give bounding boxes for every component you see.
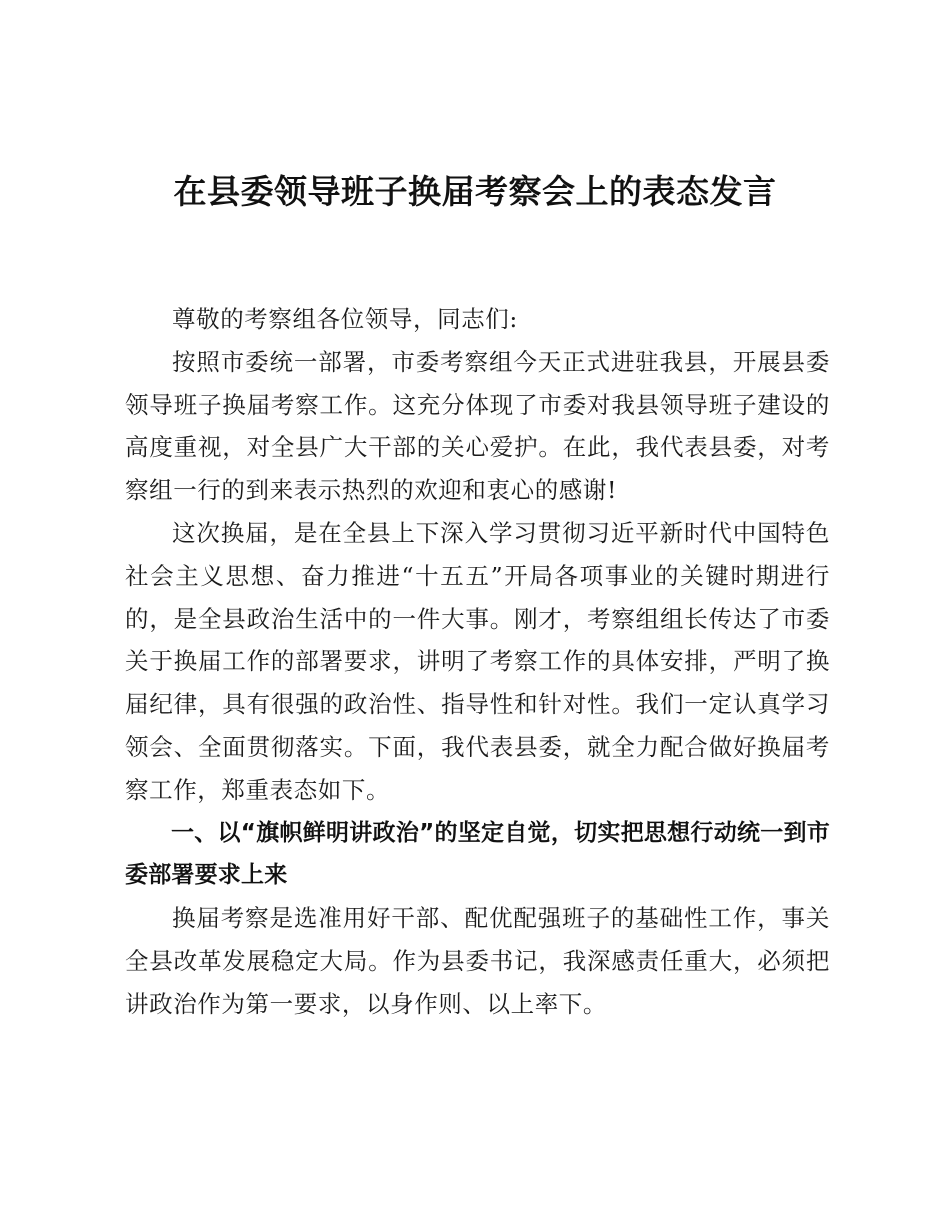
document-body xyxy=(125,298,830,1026)
section-heading-1: 一、以“旗帜鲜明讲政治”的坚定自觉，切实把思想行动统一到市委部署要求上来 xyxy=(125,819,830,889)
body-paragraph-1: 按照市委统一部署，市委考察组今天正式进驻我县，开展县委领导班子换届考察工作。这充分体现了市委对我县领导班子建设的高度重视，对全县广大干部的关心爱护。在此，我代表县委，对考察组一行的到来表示热烈的欢迎和衷心的感谢! xyxy=(125,347,830,505)
body-paragraph-2: 这次换届，是在全县上下深入学习贯彻习近平新时代中国特色社会主义思想、奋力推进“十五五”开局各项事业的关键时期进行的，是全县政治生活中的一件大事。刚才，考察组组长传达了市委关于换届工作的部署要求，讲明了考察工作的具体安排，严明了换届纪律，具有很强的政治性、指导性和针对性。我们一定认真学习领会、全面贯彻落实。下面，我代表县委，就全力配合做好换届考察工作，郑重表态如下。 xyxy=(125,518,830,804)
section-1-paragraph: 换届考察是选准用好干部、配优配强班子的基础性工作，事关全县改革发展稳定大局。作为县委书记，我深感责任重大，必须把讲政治作为第一要求，以身作则、以上率下。 xyxy=(125,904,830,1018)
document-title: 在县委领导班子换届考察会上的表态发言 xyxy=(173,172,777,211)
salutation: 尊敬的考察组各位领导，同志们: xyxy=(172,305,518,333)
